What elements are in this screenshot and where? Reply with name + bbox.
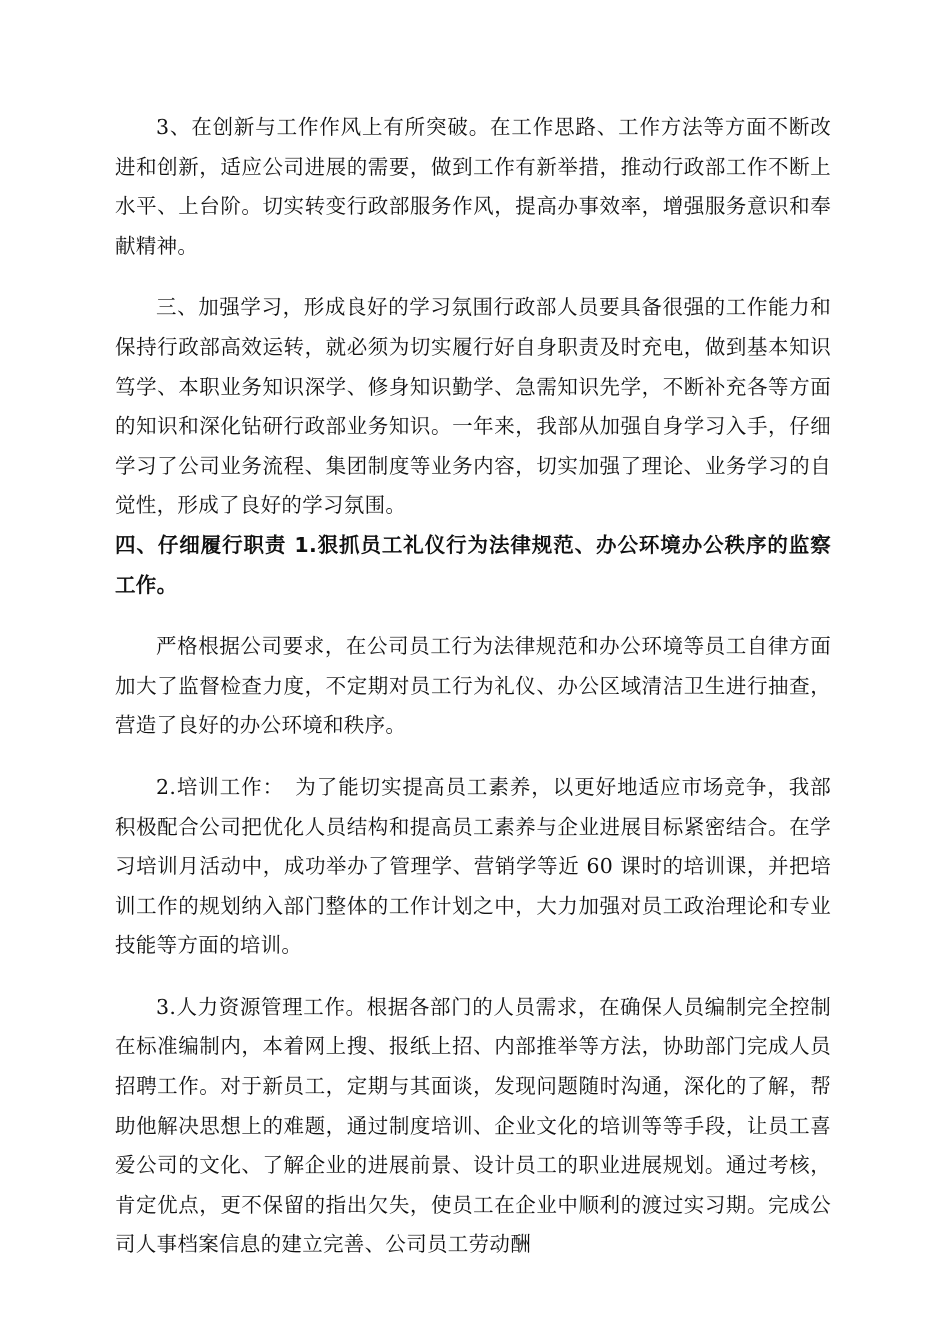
document-page (115, 108, 831, 1265)
paragraph-hr-management: 3.人力资源管理工作。根据各部门的人员需求，在确保人员编制完全控制在标准编制内，本着网上搜、报纸上招、内部推举等方法，协助部门完成人员招聘工作。对于新员工，定期与其面谈，发现问题随时沟通，深化的了解，帮助他解决思想上的难题，通过制度培训、企业文化的培训等等手段，让员工喜爱公司的文化、了解企业的进展前景、设计员工的职业进展规划。通过考核，肯定优点，更不保留的指出欠失，使员工在企业中顺利的渡过实习期。完成公司人事档案信息的建立完善、公司员工劳动酬 (115, 994, 831, 1257)
paragraph-training: 2.培训工作： 为了能切实提高员工素养，以更好地适应市场竞争，我部积极配合公司把优化人员结构和提高员工素养与企业进展目标紧密结合。在学习培训月活动中，成功举办了管理学、营销学等近 60 课时的培训课，并把培训工作的规划纳入部门整体的工作计划之中，大力加强对员工政治理论和专业技能等方面的培训。 (115, 774, 831, 958)
section-heading-duties: 四、仔细履行职责 1.狠抓员工礼仪行为法律规范、办公环境办公秩序的监察工作。 (115, 532, 831, 597)
paragraph-etiquette-supervision: 严格根据公司要求，在公司员工行为法律规范和办公环境等员工自律方面加大了监督检查力度，不定期对员工行为礼仪、办公区域清洁卫生进行抽查，营造了良好的办公环境和秩序。 (115, 634, 831, 738)
paragraph-learning: 三、加强学习，形成良好的学习氛围行政部人员要具备很强的工作能力和保持行政部高效运转，就必须为切实履行好自身职责及时充电，做到基本知识笃学、本职业务知识深学、修身知识勤学、急需知识先学，不断补充各等方面的知识和深化钻研行政部业务知识。一年来，我部从加强自身学习入手，仔细学习了公司业务流程、集团制度等业务内容，切实加强了理论、业务学习的自觉性，形成了良好的学习氛围。 (115, 295, 831, 518)
paragraph-innovation: 3、在创新与工作作风上有所突破。在工作思路、工作方法等方面不断改进和创新，适应公司进展的需要，做到工作有新举措，推动行政部工作不断上水平、上台阶。切实转变行政部服务作风，提高办事效率，增强服务意识和奉献精神。 (115, 115, 831, 258)
